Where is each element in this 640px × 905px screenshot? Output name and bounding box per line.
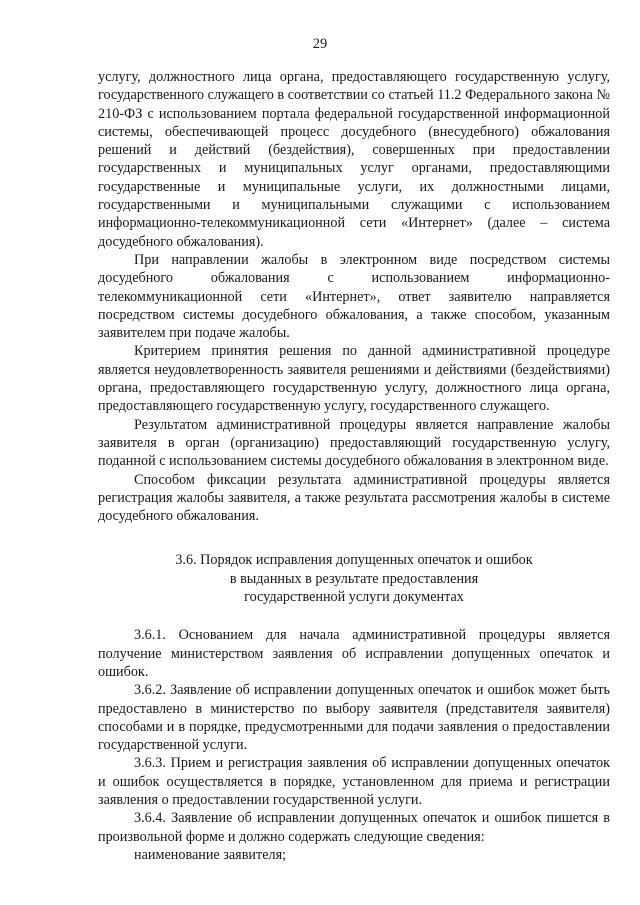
paragraph-3-6-1: 3.6.1. Основанием для начала административной процедуры является получение министерством заявления об исправлении допущенных опечаток и ошибок.: [98, 627, 610, 680]
page-number: 29: [312, 36, 328, 52]
paragraph-decision-criterion: Критерием принятия решения по данной административной процедуре является неудовлетворенность заявителя решениями и действиями (бездействиями) органа, предоставляющего государственную услугу, должностного лица органа, предоставляющего государственную услугу, государственного служащего.: [98, 343, 610, 415]
section-heading-line-1: 3.6. Порядок исправления допущенных опечаток и ошибок: [175, 552, 533, 569]
section-heading-line-2: в выданных в результате предоставления: [229, 570, 479, 587]
paragraph-result-fixation: Способом фиксации результата административной процедуры является регистрация жалобы заявителя, а также результата рассмотрения жалобы в системе досудебного обжалования.: [98, 471, 610, 525]
paragraph-3-6-2: 3.6.2. Заявление об исправлении допущенных опечаток и ошибок может быть предоставлено в министерство по выбору заявителя (представителя заявителя) способами и в порядке, предусмотренными для подачи заявления о предоставлении государственной услуги.: [98, 682, 610, 754]
section-heading-line-3: государственной услуги документах: [244, 589, 464, 606]
paragraph-electronic-complaint: При направлении жалобы в электронном виде посредством системы досудебного обжалования с использованием информационно-телекоммуникационной сети «Интернет», ответ заявителю направляется посредством системы досудебного обжалования, а также способом, указанным заявителем при подаче жалобы.: [98, 251, 610, 342]
paragraph-3-6-3: 3.6.3. Прием и регистрация заявления об исправлении допущенных опечаток и ошибок осуществляется в порядке, установленном для приема и регистрации заявления о предоставлении государственной услуги.: [98, 755, 610, 808]
document-body: [98, 68, 610, 864]
paragraph-continuation: услугу, должностного лица органа, предоставляющего государственную услугу, государственного служащего в соответствии со статьей 11.2 Федерального закона № 210-ФЗ с использованием портала федеральной государственной информационной системы, обеспечивающей процесс досудебного (внесудебного) обжалования решений и действий (бездействия), совершенных при предоставлении государственных и муниципальных услуг органами, предоставляющими государственные и муниципальные услуги, их должностными лицами, государственными и муниципальными служащими с использованием информационно-телекоммуникационной сети «Интернет» (далее – система досудебного обжалования).: [98, 69, 610, 250]
section-heading: [98, 551, 610, 606]
paragraph-3-6-4: 3.6.4. Заявление об исправлении допущенных опечаток и ошибок пишется в произвольной форме и должно содержать следующие сведения:: [98, 810, 610, 845]
paragraph-procedure-result: Результатом административной процедуры является направление жалобы заявителя в орган (организацию) предоставляющий государственную услугу, поданной с использованием системы досудебного обжалования в электронном виде.: [98, 416, 610, 470]
paragraph-applicant-name: наименование заявителя;: [134, 846, 287, 863]
